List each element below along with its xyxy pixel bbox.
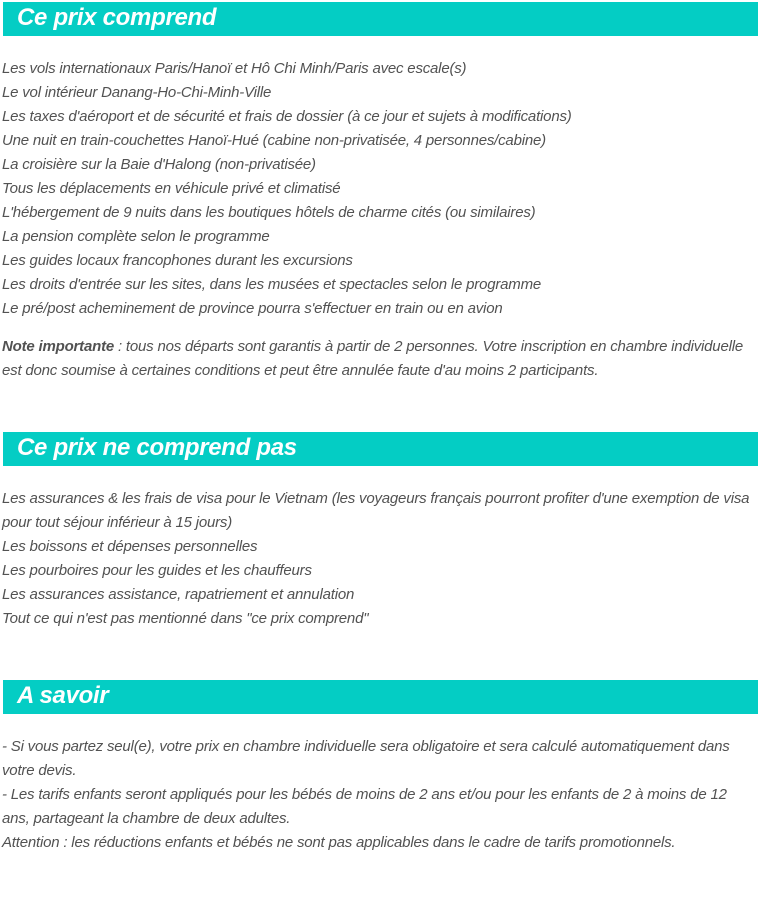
section-header-price-excluded [3, 432, 758, 466]
important-note-label: Note importante [2, 338, 115, 355]
to-know-items-list [2, 735, 754, 855]
list-item: Attention : les réductions enfants et bébés ne sont pas applicables dans le cadre de tarifs promotionnels. [2, 834, 676, 851]
list-item: Les boissons et dépenses personnelles [2, 538, 258, 555]
section-body-price-included [0, 57, 758, 383]
list-item: La croisière sur la Baie d'Halong (non-privatisée) [2, 156, 316, 173]
list-item: Les assurances assistance, rapatriement et annulation [2, 586, 355, 603]
important-note-text: : tous nos départs sont garantis à partir de 2 personnes. Votre inscription en chambre individuelle est donc soumise à certaines conditions et peut être annulée faute d'au moins 2 participants. [2, 338, 743, 379]
list-item: Les guides locaux francophones durant les excursions [2, 252, 353, 269]
list-item: L'hébergement de 9 nuits dans les boutiques hôtels de charme cités (ou similaires) [2, 204, 536, 221]
section-body-price-excluded [0, 487, 758, 631]
list-item: Une nuit en train-couchettes Hanoï-Hué (cabine non-privatisée, 4 personnes/cabine) [2, 132, 546, 149]
list-item: Les pourboires pour les guides et les chauffeurs [2, 562, 312, 579]
list-item: Tout ce qui n'est pas mentionné dans "ce prix comprend" [2, 610, 369, 627]
section-body-to-know [0, 735, 758, 855]
list-item: Les droits d'entrée sur les sites, dans les musées et spectacles selon le programme [2, 276, 542, 293]
section-price-included [0, 2, 758, 383]
excluded-items-list [2, 487, 754, 631]
section-title: Ce prix ne comprend pas [17, 434, 297, 461]
list-item: Le pré/post acheminement de province pourra s'effectuer en train ou en avion [2, 300, 503, 317]
section-header-to-know [3, 680, 758, 714]
list-item: Les taxes d'aéroport et de sécurité et frais de dossier (à ce jour et sujets à modifications) [2, 108, 572, 125]
section-price-excluded [0, 432, 758, 631]
price-details-page [0, 2, 758, 855]
list-item: La pension complète selon le programme [2, 228, 270, 245]
list-item: Tous les déplacements en véhicule privé et climatisé [2, 180, 341, 197]
list-item: - Les tarifs enfants seront appliqués pour les bébés de moins de 2 ans et/ou pour les enfants de 2 à moins de 12 ans, partageant la chambre de deux adultes. [2, 786, 727, 827]
list-item: Les vols internationaux Paris/Hanoï et Hô Chi Minh/Paris avec escale(s) [2, 60, 467, 77]
list-item: Les assurances & les frais de visa pour le Vietnam (les voyageurs français pourront profiter d'une exemption de visa pour tout séjour inférieur à 15 jours) [2, 490, 750, 531]
section-to-know [0, 680, 758, 855]
section-header-price-included [3, 2, 758, 36]
important-note [2, 335, 754, 383]
section-title: A savoir [17, 682, 109, 709]
section-title: Ce prix comprend [17, 4, 217, 31]
list-item: - Si vous partez seul(e), votre prix en chambre individuelle sera obligatoire et sera calculé automatiquement dans votre devis. [2, 738, 730, 779]
list-item: Le vol intérieur Danang-Ho-Chi-Minh-Ville [2, 84, 272, 101]
included-items-list [2, 57, 754, 321]
